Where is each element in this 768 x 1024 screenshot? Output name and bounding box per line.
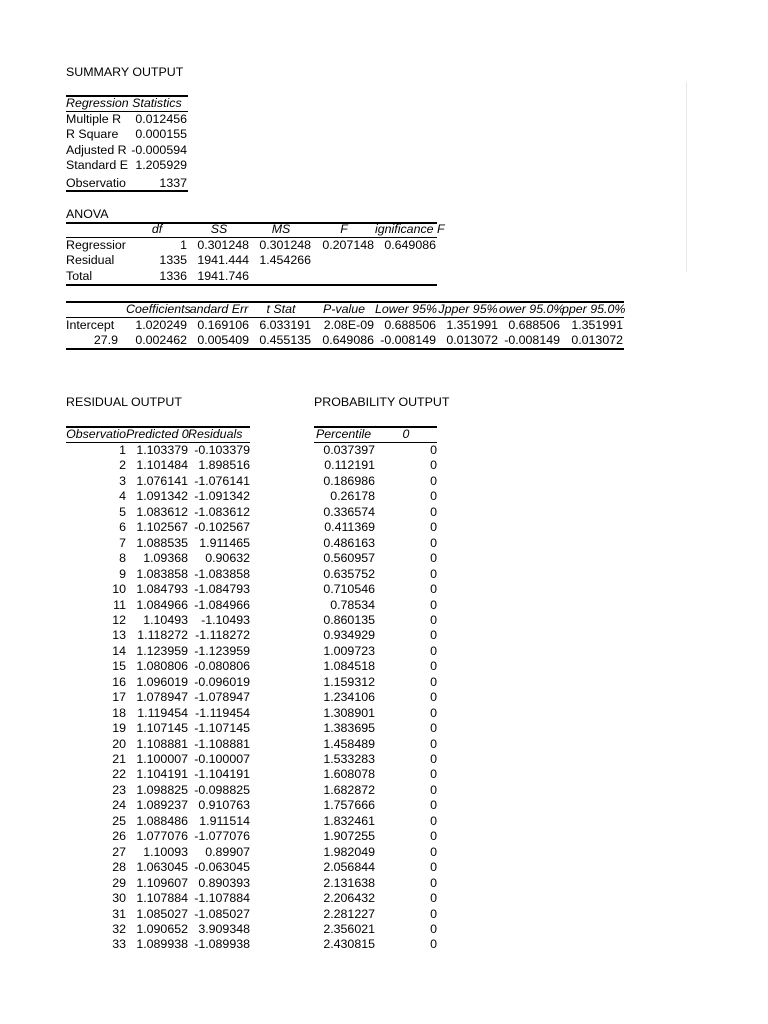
probability-value: 0 [430, 659, 437, 674]
probability-percentile: 0.411369 [324, 520, 375, 535]
residual-observation: 26 [112, 829, 126, 844]
residual-value: 0.89907 [205, 844, 250, 859]
coefficients-cell: 0.002462 [135, 333, 187, 347]
anova-cell: 0.649086 [384, 238, 436, 252]
residual-predicted: 1.09368 [143, 551, 188, 566]
residual-predicted: 1.063045 [136, 860, 188, 875]
coefficients-cell: 0.169106 [197, 318, 249, 332]
probability-percentile: 1.533283 [323, 752, 375, 766]
residual-predicted: 1.108881 [136, 736, 188, 751]
residual-predicted: 1.101484 [136, 458, 188, 473]
probability-value: 0 [430, 674, 437, 689]
residual-observation: 25 [112, 813, 126, 828]
coefficients-header-rule [66, 317, 624, 318]
anova-cell: 1 [180, 238, 187, 252]
anova-column-header: SS [210, 222, 228, 236]
anova-cell: 1.454266 [259, 253, 311, 267]
probability-value: 0 [430, 782, 437, 797]
residual-observation: 27 [112, 844, 126, 859]
regression-stats-bottom-rule [66, 190, 188, 192]
probability-percentile: 0.26178 [330, 489, 375, 504]
coefficients-cell: 0.013072 [446, 333, 498, 347]
coefficients-cell: 6.033191 [259, 318, 311, 332]
coefficients-cell: 0.455135 [259, 333, 311, 347]
coefficients-column-header: ower 95.0% [499, 302, 565, 316]
residual-predicted: 1.089237 [136, 798, 188, 813]
coefficients-cell: 0.005409 [197, 333, 249, 347]
residual-observation: 4 [119, 489, 126, 504]
probability-percentile: 1.757666 [323, 798, 375, 813]
anova-cell: 1941.746 [197, 269, 249, 283]
probability-percentile: 2.356021 [323, 921, 375, 936]
residual-observation: 19 [112, 721, 126, 736]
page-break-line [686, 82, 687, 272]
residual-value: -0.080806 [194, 659, 250, 674]
residual-predicted: 1.088535 [136, 535, 188, 550]
probability-percentile: 0.710546 [323, 582, 375, 597]
residual-observation: 17 [112, 690, 126, 705]
anova-cell: 0.301248 [259, 238, 311, 252]
residual-value: -1.123959 [194, 643, 250, 658]
coefficients-cell: 1.351991 [446, 318, 498, 332]
residual-observation: 14 [112, 643, 126, 658]
residual-predicted: 1.10493 [143, 612, 188, 627]
anova-bottom-rule [66, 284, 437, 286]
probability-percentile: 0.486163 [323, 535, 375, 550]
probability-value: 0 [430, 489, 437, 504]
regression-stat-label: R Square [66, 127, 119, 142]
probability-value: 0 [430, 875, 437, 890]
residual-value: -0.063045 [194, 860, 250, 875]
residual-predicted: 1.084966 [136, 597, 188, 612]
probability-value: 0 [430, 906, 437, 921]
residual-observation: 28 [112, 860, 126, 875]
coefficients-column-header: Coefficients [126, 302, 191, 316]
probability-percentile: 0.934929 [323, 628, 375, 643]
probability-percentile: 0.336574 [323, 504, 375, 519]
probability-value: 0 [430, 860, 437, 875]
probability-value: 0 [430, 643, 437, 658]
probability-column-header: 0 [402, 427, 410, 441]
probability-percentile: 1.982049 [323, 844, 375, 859]
anova-cell: 1335 [159, 253, 187, 267]
probability-value: 0 [430, 767, 437, 782]
residual-value: -1.118272 [195, 628, 250, 643]
coefficients-cell: 1.351991 [571, 318, 623, 332]
residual-value: -0.103379 [194, 443, 250, 457]
probability-value: 0 [430, 520, 437, 535]
probability-percentile: 0.860135 [323, 612, 375, 627]
coefficients-column-header: P-value [322, 302, 365, 316]
probability-column-header: Percentile [316, 427, 372, 441]
residual-value: 0.90632 [205, 551, 250, 566]
coefficients-column-header: andard Err [189, 302, 249, 316]
residual-value: 3.909348 [198, 921, 250, 936]
residual-value: -1.085027 [194, 906, 250, 921]
coefficients-column-header: Jpper 95% [438, 302, 498, 316]
probability-percentile: 0.186986 [323, 473, 375, 488]
coefficients-cell: 0.688506 [508, 318, 560, 332]
probability-value: 0 [430, 443, 437, 457]
residual-value: -1.077076 [194, 829, 250, 844]
probability-value: 0 [430, 705, 437, 720]
residual-predicted: 1.118272 [137, 628, 188, 643]
anova-cell: 0.207148 [322, 238, 374, 252]
residual-predicted: 1.076141 [136, 473, 188, 488]
residual-observation: 20 [112, 736, 126, 751]
residual-value: -1.108881 [194, 736, 250, 751]
probability-percentile: 2.056844 [323, 860, 375, 875]
residual-value: 1.898516 [198, 458, 250, 473]
probability-value: 0 [430, 551, 437, 566]
probability-percentile: 0.78534 [330, 597, 375, 612]
probability-value: 0 [430, 844, 437, 859]
regression-stat-label: Adjusted R [66, 142, 127, 157]
coefficients-row-label: 27.9 [93, 333, 118, 347]
coefficients-cell: 0.649086 [322, 333, 374, 347]
anova-header-rule [66, 237, 437, 238]
residual-value: -1.107145 [194, 721, 250, 736]
residual-predicted: 1.080806 [136, 659, 188, 674]
residual-value: -1.084966 [194, 597, 250, 612]
residual-predicted: 1.102567 [136, 520, 188, 535]
residual-predicted: 1.084793 [136, 582, 188, 597]
residual-column-header: Observatio [66, 427, 126, 441]
probability-value: 0 [430, 829, 437, 844]
residual-value: -1.089938 [194, 937, 250, 952]
regression-stat-value: 1.205929 [135, 158, 187, 173]
residual-value: 1.911465 [199, 535, 250, 550]
residual-value: -0.100007 [194, 752, 250, 766]
residual-observation: 33 [112, 937, 126, 952]
probability-output-title: PROBABILITY OUTPUT [314, 395, 450, 409]
probability-percentile: 0.112191 [324, 458, 375, 473]
summary-title: SUMMARY OUTPUT [66, 65, 184, 79]
residual-observation: 13 [112, 628, 126, 643]
residual-observation: 18 [112, 705, 126, 720]
probability-percentile: 1.458489 [323, 736, 375, 751]
coefficients-cell: 0.013072 [571, 333, 623, 347]
probability-value: 0 [430, 690, 437, 705]
anova-cell: 0.301248 [197, 238, 249, 252]
residual-observation: 8 [119, 551, 126, 566]
anova-row-label: Total [66, 269, 93, 283]
probability-percentile: 1.159312 [323, 674, 375, 689]
probability-value: 0 [430, 921, 437, 936]
probability-percentile: 2.206432 [323, 891, 375, 906]
anova-cell: 1941.444 [197, 253, 249, 267]
probability-percentile: 1.308901 [323, 705, 375, 720]
probability-percentile: 2.131638 [323, 875, 375, 890]
residual-observation: 7 [119, 535, 126, 550]
residual-predicted: 1.090652 [136, 921, 188, 936]
anova-column-header: F [340, 222, 348, 236]
regression-stat-value: -0.000594 [131, 142, 187, 157]
residual-predicted: 1.083612 [136, 504, 188, 519]
residual-predicted: 1.10093 [143, 844, 188, 859]
residual-observation: 22 [112, 767, 126, 782]
coefficients-cell: 2.08E-09 [323, 318, 374, 332]
residual-predicted: 1.088486 [136, 813, 188, 828]
residual-predicted: 1.077076 [136, 829, 188, 844]
residual-predicted: 1.096019 [136, 674, 188, 689]
residual-column-header: Predicted 0 [126, 427, 189, 441]
anova-column-header: ignificance F [375, 222, 445, 236]
residual-value: -1.078947 [194, 690, 250, 705]
probability-percentile: 2.281227 [323, 906, 375, 921]
probability-value: 0 [430, 736, 437, 751]
residual-observation: 16 [112, 674, 126, 689]
regression-stat-label: Observatio [66, 175, 126, 190]
residual-output-title: RESIDUAL OUTPUT [66, 395, 182, 409]
probability-value: 0 [430, 473, 437, 488]
residual-predicted: 1.104191 [136, 767, 188, 782]
residual-predicted: 1.100007 [136, 752, 188, 766]
coefficients-cell: -0.008149 [380, 333, 436, 347]
residual-value: -0.102567 [194, 520, 250, 535]
probability-percentile: 1.608078 [323, 767, 375, 782]
residual-observation: 9 [119, 566, 126, 581]
probability-value: 0 [430, 597, 437, 612]
anova-cell: 1336 [159, 269, 187, 283]
coefficients-cell: -0.008149 [504, 333, 560, 347]
probability-percentile: 1.907255 [323, 829, 375, 844]
probability-percentile: 1.234106 [323, 690, 375, 705]
residual-observation: 21 [112, 752, 126, 766]
probability-value: 0 [430, 798, 437, 813]
probability-percentile: 0.560957 [323, 551, 375, 566]
regression-stat-value: 1337 [159, 175, 187, 190]
residual-predicted: 1.083858 [136, 566, 188, 581]
residual-predicted: 1.085027 [136, 906, 188, 921]
coefficients-column-header: pper 95.0% [562, 302, 626, 316]
residual-value: -1.091342 [194, 489, 250, 504]
probability-percentile: 0.635752 [323, 566, 375, 581]
probability-value: 0 [430, 582, 437, 597]
residual-predicted: 1.123959 [136, 643, 188, 658]
residual-value: -1.076141 [194, 473, 250, 488]
anova-column-header: df [151, 222, 163, 236]
probability-percentile: 1.383695 [323, 721, 375, 736]
probability-value: 0 [430, 535, 437, 550]
anova-title: ANOVA [66, 207, 109, 221]
probability-value: 0 [430, 937, 437, 952]
residual-observation: 11 [113, 597, 126, 612]
residual-value: 0.910763 [198, 798, 250, 813]
residual-predicted: 1.089938 [136, 937, 188, 952]
residual-value: -1.107884 [194, 891, 250, 906]
residual-predicted: 1.109607 [136, 875, 188, 890]
residual-observation: 3 [119, 473, 126, 488]
coefficients-bottom-rule [66, 348, 624, 350]
regression-stat-value: 0.012456 [135, 112, 187, 126]
regression-stat-label: Standard E [66, 158, 128, 173]
residual-value: -1.083858 [194, 566, 250, 581]
probability-percentile: 1.009723 [323, 643, 375, 658]
residual-predicted: 1.078947 [136, 690, 188, 705]
coefficients-column-header: Lower 95% [375, 302, 437, 316]
probability-percentile: 1.832461 [323, 813, 375, 828]
anova-row-label: Regressior [66, 238, 126, 252]
probability-percentile: 2.430815 [323, 937, 375, 952]
probability-percentile: 0.037397 [323, 443, 375, 457]
probability-value: 0 [430, 813, 437, 828]
residual-observation: 10 [112, 582, 126, 597]
regression-stat-value: 0.000155 [135, 127, 187, 142]
coefficients-cell: 0.688506 [384, 318, 436, 332]
residual-observation: 32 [112, 921, 126, 936]
residual-value: -1.10493 [201, 612, 250, 627]
residual-column-header: Residuals [188, 427, 243, 441]
probability-value: 0 [430, 752, 437, 766]
residual-observation: 29 [112, 875, 126, 890]
residual-value: -0.098825 [194, 782, 250, 797]
residual-predicted: 1.107884 [136, 891, 188, 906]
probability-value: 0 [430, 566, 437, 581]
residual-predicted: 1.098825 [136, 782, 188, 797]
residual-value: 0.890393 [198, 875, 250, 890]
coefficients-row-label: Intercept [66, 318, 115, 332]
residual-predicted: 1.107145 [136, 721, 188, 736]
probability-value: 0 [430, 891, 437, 906]
residual-predicted: 1.103379 [136, 443, 188, 457]
probability-value: 0 [430, 458, 437, 473]
residual-value: -1.084793 [194, 582, 250, 597]
coefficients-column-header: t Stat [266, 302, 296, 316]
probability-value: 0 [430, 612, 437, 627]
probability-percentile: 1.084518 [323, 659, 375, 674]
residual-value: -1.119454 [195, 705, 250, 720]
regression-stats-header: Regression Statistics [66, 96, 182, 110]
anova-column-header: MS [271, 222, 291, 236]
anova-row-label: Residual [66, 253, 115, 267]
residual-observation: 2 [119, 458, 126, 473]
probability-value: 0 [430, 504, 437, 519]
probability-value: 0 [430, 721, 437, 736]
residual-predicted: 1.091342 [136, 489, 188, 504]
residual-observation: 23 [112, 782, 126, 797]
residual-value: -1.104191 [194, 767, 250, 782]
regression-stat-label: Multiple R [66, 112, 122, 126]
residual-observation: 6 [119, 520, 126, 535]
probability-percentile: 1.682872 [323, 782, 375, 797]
residual-predicted: 1.119454 [137, 705, 188, 720]
residual-observation: 24 [112, 798, 126, 813]
residual-observation: 1 [119, 443, 126, 457]
residual-observation: 15 [112, 659, 126, 674]
residual-observation: 30 [112, 891, 126, 906]
residual-value: -1.083612 [194, 504, 250, 519]
residual-observation: 5 [119, 504, 126, 519]
probability-value: 0 [430, 628, 437, 643]
residual-observation: 12 [112, 612, 126, 627]
coefficients-cell: 1.020249 [135, 318, 187, 332]
residual-observation: 31 [112, 906, 126, 921]
residual-value: -0.096019 [194, 674, 250, 689]
residual-value: 1.911514 [199, 813, 250, 828]
